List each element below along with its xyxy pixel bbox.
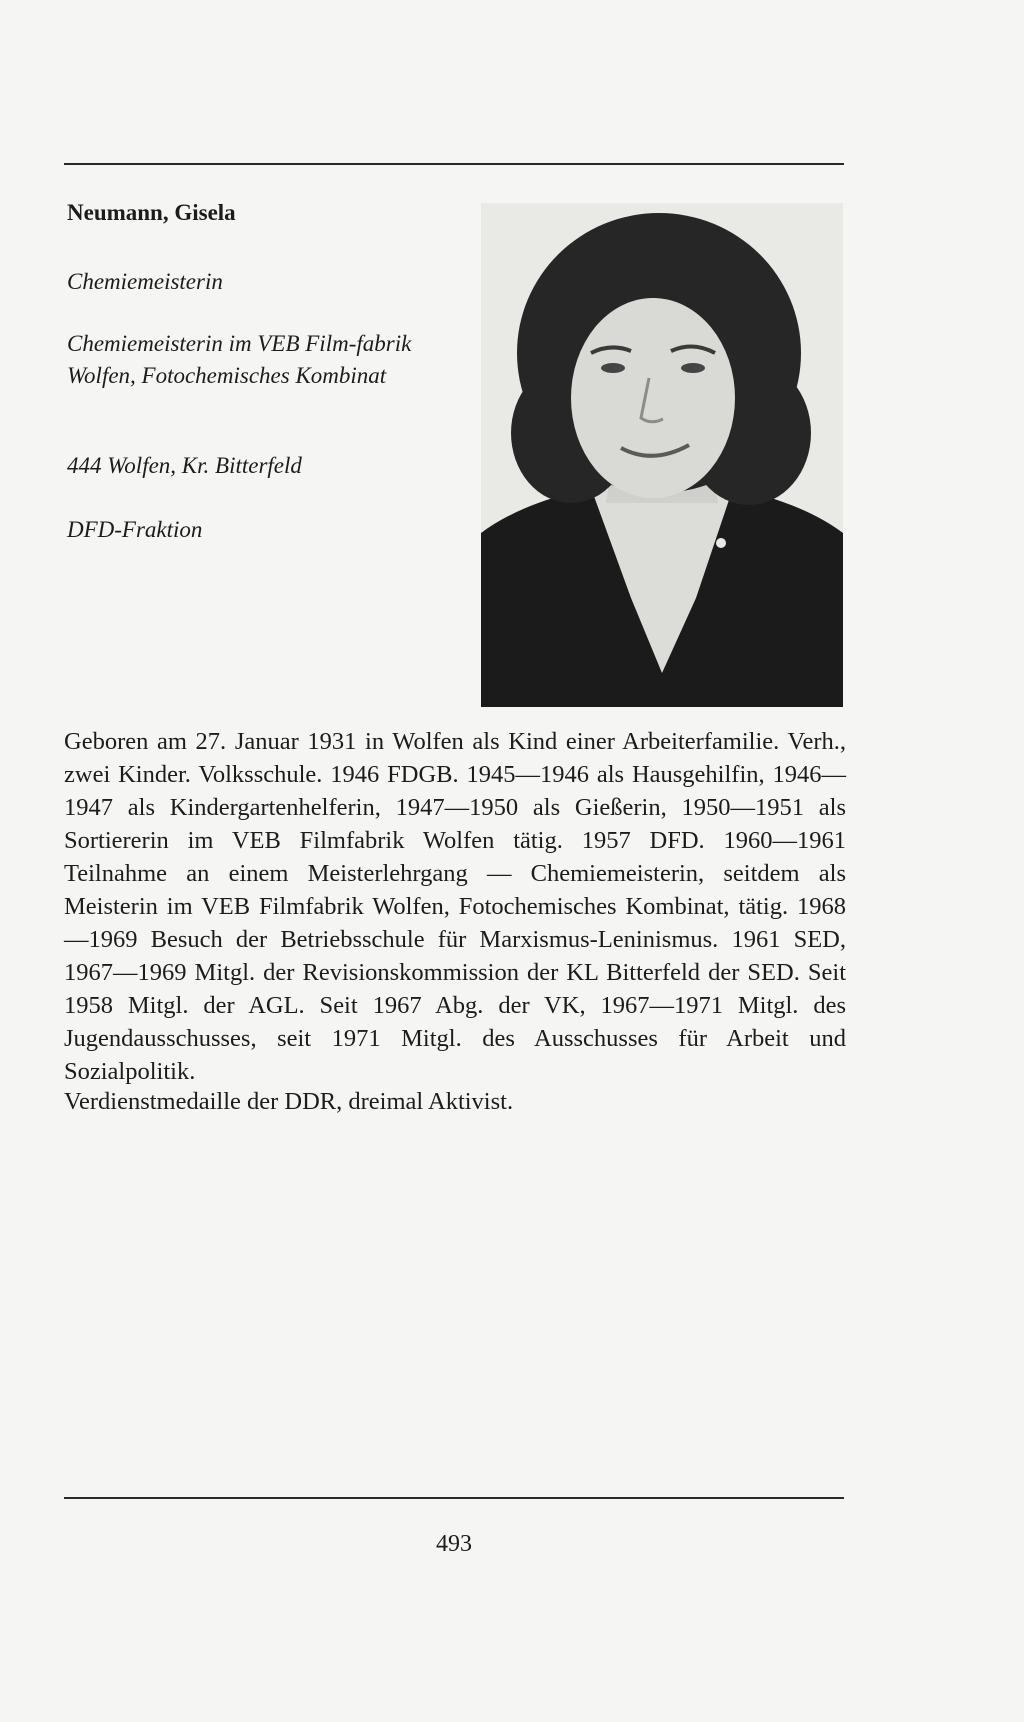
biography-honors: Verdienstmedaille der DDR, dreimal Aktivist. <box>64 1088 514 1115</box>
top-rule <box>64 163 844 165</box>
occupation: Chemiemeisterin <box>67 269 223 294</box>
workplace: Chemiemeisterin im VEB Film-fabrik Wolfen, Fotochemisches Kombinat <box>67 331 412 388</box>
portrait-photo <box>481 203 843 707</box>
bottom-rule <box>64 1497 844 1499</box>
entry-header <box>67 200 467 542</box>
page-number: 493 <box>436 1531 472 1557</box>
person-name: Neumann, Gisela <box>67 200 236 225</box>
biography-text: Geboren am 27. Januar 1931 in Wolfen als Kind einer Arbeiterfamilie. Verh., zwei Kinder. Volksschule. 1946 FDGB. 1945—1946 als Hausgehilfin, 1946—1947 als Kindergartenhelferin, 1947—1950 als Gießerin, 1950—1951 als Sortiererin im VEB Filmfabrik Wolfen tätig. 1957 DFD. 1960—1961 Teilnahme an einem Meisterlehrgang — Chemiemeisterin, seitdem als Meisterin im VEB Filmfabrik Wolfen, Fotochemisches Kombinat, tätig. 1968—1969 Besuch der Betriebsschule für Marxismus-Leninismus. 1961 SED, 1967—1969 Mitgl. der Revisionskommission der KL Bitterfeld der SED. Seit 1958 Mitgl. der AGL. Seit 1967 Abg. der VK, 1967—1971 Mitgl. des Jugendausschusses, seit 1971 Mitgl. des Ausschusses für Arbeit und Sozialpolitik. <box>64 728 846 1085</box>
address: 444 Wolfen, Kr. Bitterfeld <box>67 453 302 478</box>
faction: DFD-Fraktion <box>67 517 203 542</box>
